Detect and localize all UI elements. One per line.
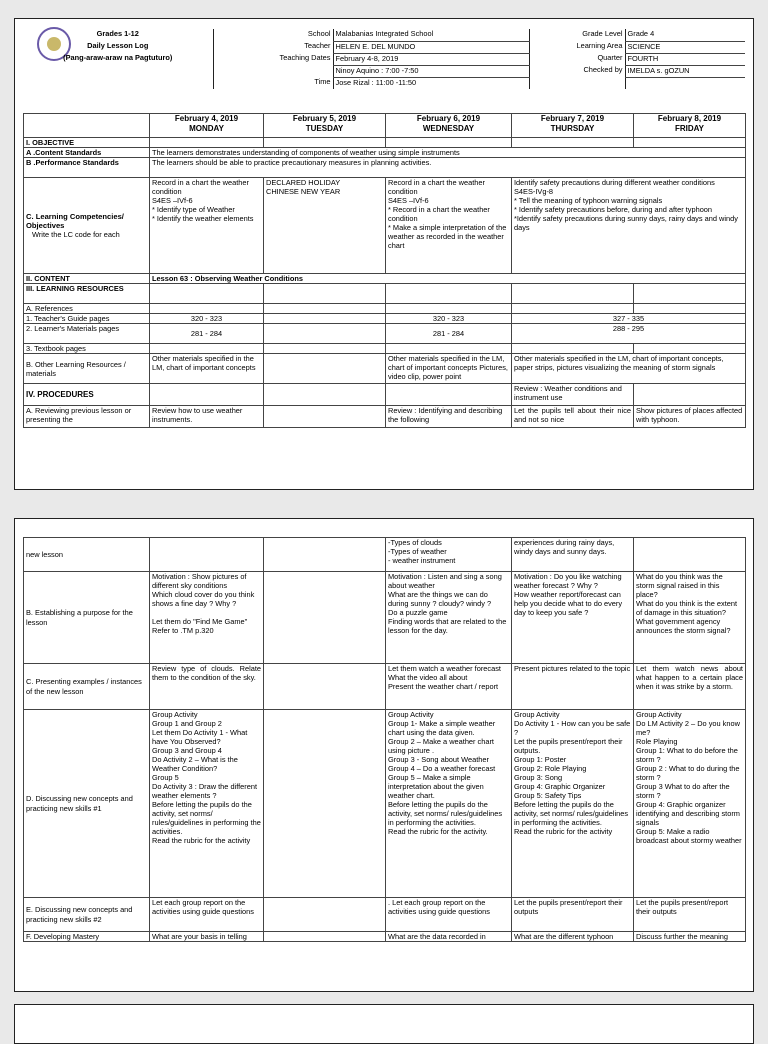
school-value: Malabanias Integrated School xyxy=(333,29,529,41)
grade-level-value: Grade 4 xyxy=(625,29,745,41)
discussing-1-thursday: Group Activity Do Activity 1 - How can you be safe ? Let the pupils present/report their outputs. Group 1: Poster Group 2: Role Playing Group 3: Song Group 4: Graphic Organizer Group 5: Safety Tips Before letting the pupils do the activity, set norms/ rules/guidelines in performing the activities. Read the rubric for the activity xyxy=(512,710,634,898)
learning-area-label: Learning Area xyxy=(529,41,625,53)
discussing-concepts-2-label: E. Discussing new concepts and practicing new skills #2 xyxy=(24,898,150,932)
mastery-friday: Discuss further the meaning xyxy=(634,932,746,942)
review-monday: Review how to use weather instruments. xyxy=(150,406,264,428)
school-label: School xyxy=(213,29,333,41)
log-subtitle: (Pang-araw-araw na Pagtuturo) xyxy=(63,53,173,62)
examples-monday: Review type of clouds. Relate them to the condition of the sky. xyxy=(150,664,264,710)
discussing-1-friday: Group Activity Do LM Activity 2 – Do you know me? Role Playing Group 1: What to do before the storm ? Group 2 : What to do during the storm ? Group 3 What to do after the storm ? Group 4: Graphic organizer identifying and describing storm signals Group 5: Make a radio broadcast about stormy weather xyxy=(634,710,746,898)
header-table xyxy=(23,29,745,89)
lm-monday: 281 - 284 xyxy=(150,324,264,344)
developing-mastery-label: F. Developing Mastery xyxy=(24,932,150,942)
lc-tuesday: DECLARED HOLIDAY CHINESE NEW YEAR xyxy=(264,178,386,274)
log-title: Daily Lesson Log xyxy=(87,41,149,50)
document-page-1 xyxy=(14,18,754,490)
content-standards-value: The learners demonstrates understanding of components of weather using simple instruments xyxy=(150,148,746,158)
document-page-2 xyxy=(14,518,754,992)
day-header-friday: February 8, 2019 FRIDAY xyxy=(634,114,746,138)
day-header-monday: February 4, 2019 MONDAY xyxy=(150,114,264,138)
tg-monday: 320 - 323 xyxy=(150,314,264,324)
reviewing-label: A. Reviewing previous lesson or presenting the xyxy=(24,406,150,428)
discussing-2-monday: Let each group report on the activities using guide questions xyxy=(150,898,264,932)
day-header-thursday: February 7, 2019 THURSDAY xyxy=(512,114,634,138)
grade-level-label: Grade Level xyxy=(529,29,625,41)
other-wednesday: Other materials specified in the LM, chart of important concepts Pictures, video clip, power point xyxy=(386,354,512,384)
teacher-label: Teacher xyxy=(213,41,333,53)
review-friday: Show pictures of places affected with typhoon. xyxy=(634,406,746,428)
lesson-log-table-page-1 xyxy=(23,113,746,428)
discussing-concepts-1-label: D. Discussing new concepts and practicing new skills #1 xyxy=(24,710,150,898)
content-standards-label: A .Content Standards xyxy=(24,148,150,158)
tg-wednesday: 320 - 323 xyxy=(386,314,512,324)
purpose-monday: Motivation : Show pictures of different sky conditions Which cloud cover do you think shows a fine day ? Why ? Let them do "Find Me Game" Refer to .TM p.320 xyxy=(150,572,264,664)
purpose-friday: What do you think was the storm signal raised in this place? What do you think is the extent of damage in this situation? What government agency announces the storm signal? xyxy=(634,572,746,664)
discussing-2-thursday: Let the pupils present/report their outputs xyxy=(512,898,634,932)
learning-resources-heading: III. LEARNING RESOURCES xyxy=(24,284,150,304)
day-header-wednesday: February 6, 2019 WEDNESDAY xyxy=(386,114,512,138)
objective-heading: I. OBJECTIVE xyxy=(24,138,150,148)
other-monday: Other materials specified in the LM, chart of important concepts xyxy=(150,354,264,384)
document-page-3 xyxy=(14,1004,754,1044)
examples-friday: Let them watch news about what happen to a certain place when it was strike by a storm. xyxy=(634,664,746,710)
r0-thursday: experiences during rainy days, windy days and sunny days. xyxy=(512,538,634,572)
checked-by-label: Checked by xyxy=(529,65,625,77)
textbook-label: 3. Textbook pages xyxy=(24,344,150,354)
procedures-heading: IV. PROCEDURES xyxy=(24,384,150,406)
content-heading: II. CONTENT xyxy=(24,274,150,284)
lesson-log-table-page-2 xyxy=(23,537,746,942)
discussing-2-friday: Let the pupils present/report their outputs xyxy=(634,898,746,932)
learners-materials-label: 2. Learner's Materials pages xyxy=(24,324,150,344)
purpose-thursday: Motivation : Do you like watching weather forecast ? Why ? How weather report/forecast can help you decide what to do every day to keep you safe ? xyxy=(512,572,634,664)
examples-wednesday: Let them watch a weather forecast What the video all about Present the weather chart / report xyxy=(386,664,512,710)
teaching-dates-value: February 4-8, 2019 xyxy=(333,53,529,65)
time-value-2: Jose Rizal : 11:00 -11:50 xyxy=(333,77,529,89)
learning-competencies-label: C. Learning Competencies/ Objectives Write the LC code for each xyxy=(24,178,150,274)
lm-wednesday: 281 - 284 xyxy=(386,324,512,344)
teachers-guide-label: 1. Teacher's Guide pages xyxy=(24,314,150,324)
lc-wednesday: Record in a chart the weather condition S4ES –IVf-6 * Record in a chart the weather condition * Make a simple interpretation of the weather as recorded in the weather chart xyxy=(386,178,512,274)
teaching-dates-label: Teaching Dates xyxy=(213,53,333,65)
time-value-1: Ninoy Aquino : 7:00 -7:50 xyxy=(333,65,529,77)
other-thursday: Other materials specified in the LM, chart of important concepts, paper strips, pictures visualizing the meaning of storm signals xyxy=(512,354,746,384)
examples-thursday: Present pictures related to the topic xyxy=(512,664,634,710)
discussing-1-monday: Group Activity Group 1 and Group 2 Let them Do Activity 1 - What have You Observed? Group 3 and Group 4 Do Activity 2 – What is the Weather Condition? Group 5 Do Activity 3 : Draw the different weather elements ? Before letting the pupils do the activity, set norms/ rules/guidelines in performing the activities. Read the rubric for the activity xyxy=(150,710,264,898)
teacher-value: HELEN E. DEL MUNDO xyxy=(333,41,529,53)
r0-wednesday: -Types of clouds -Types of weather - weather instrument xyxy=(386,538,512,572)
learning-area-value: SCIENCE xyxy=(625,41,745,53)
review-thursday: Let the pupils tell about their nice and not so nice xyxy=(512,406,634,428)
content-value: Lesson 63 : Observing Weather Conditions xyxy=(150,274,746,284)
presenting-examples-label: C. Presenting examples / instances of the new lesson xyxy=(24,664,150,710)
performance-standards-label: B .Performance Standards xyxy=(24,158,150,178)
time-label: Time xyxy=(213,77,333,89)
references-label: A. References xyxy=(24,304,150,314)
other-resources-label: B. Other Learning Resources / materials xyxy=(24,354,150,384)
establishing-purpose-label: B. Establishing a purpose for the lesson xyxy=(24,572,150,664)
quarter-value: FOURTH xyxy=(625,53,745,65)
tg-thursday: 327 - 335 xyxy=(512,314,746,324)
discussing-1-wednesday: Group Activity Group 1- Make a simple weather chart using the data given. Group 2 – Make a weather chart using picture . Group 3 - Song about Weather Group 4 – Do a weather forecast Group 5 – Make a simple interpretation about the given weather chart. Before letting the pupils do the activity, set norms/ rules/guidelines in performing the activities. Read the rubric for the activity. xyxy=(386,710,512,898)
new-lesson-label: new lesson xyxy=(24,538,150,572)
procedures-thursday: Review : Weather conditions and instrument use xyxy=(512,384,634,406)
mastery-wednesday: What are the data recorded in xyxy=(386,932,512,942)
day-header-tuesday: February 5, 2019 TUESDAY xyxy=(264,114,386,138)
purpose-wednesday: Motivation : Listen and sing a song about weather What are the things we can do during sunny ? cloudy? windy ? Do a puzzle game Finding words that are related to the lesson for the day. xyxy=(386,572,512,664)
quarter-label: Quarter xyxy=(529,53,625,65)
lm-thursday: 288 - 295 xyxy=(512,324,746,344)
performance-standards-value: The learners should be able to practice precautionary measures in planning activities. xyxy=(150,158,746,178)
review-wednesday: Review : Identifying and describing the following xyxy=(386,406,512,428)
grades-label: Grades 1-12 xyxy=(96,29,139,38)
discussing-2-wednesday: . Let each group report on the activities using guide questions xyxy=(386,898,512,932)
lc-thursday: Identify safety precautions during different weather conditions S4ES-IVg-8 * Tell the meaning of typhoon warning signals * Identify safety precautions before, during and after typhoon *Identify safety precautions during sunny days, rainy days and windy days xyxy=(512,178,746,274)
mastery-thursday: What are the different typhoon xyxy=(512,932,634,942)
checked-by-value: IMELDA s. gOZUN xyxy=(625,65,745,77)
lc-monday: Record in a chart the weather condition S4ES –IVf-6 * Identify type of Weather * Identify the weather elements xyxy=(150,178,264,274)
mastery-monday: What are your basis in telling xyxy=(150,932,264,942)
